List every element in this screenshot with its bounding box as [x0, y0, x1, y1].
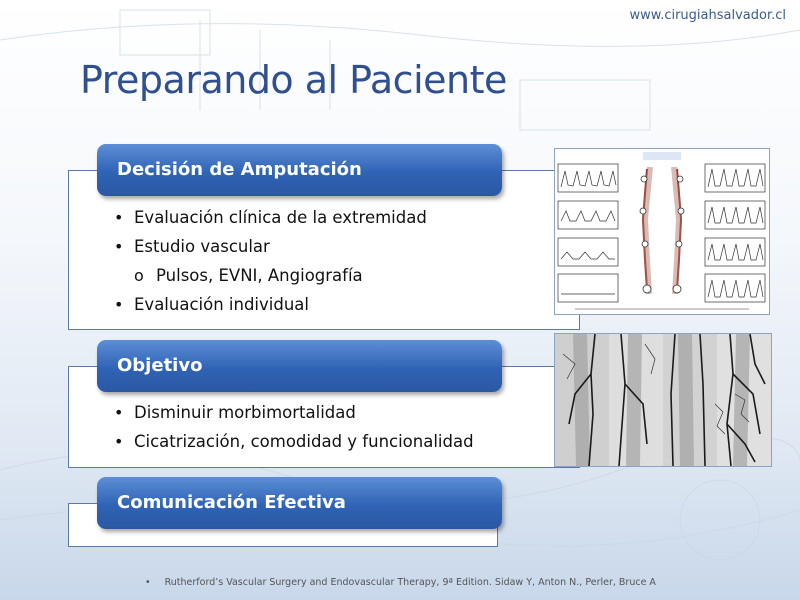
reference-footnote	[145, 577, 656, 588]
site-url: www.cirugiahsalvador.cl	[629, 8, 786, 23]
section-header-communication: Comunicación Efectiva	[97, 477, 502, 529]
objective-bullet-list	[112, 398, 474, 456]
footnote-text: Rutherford’s Vascular Surgery and Endovascular Therapy, 9ª Edition. Sidaw Y, Anton N., Perler, Bruce A	[164, 577, 656, 588]
slide-title: Preparando al Paciente	[80, 58, 507, 102]
list-item: • Cicatrización, comodidad y funcionalidad	[112, 427, 474, 456]
amputation-bullet-list	[112, 203, 427, 319]
list-item: • Evaluación clínica de la extremidad	[112, 203, 427, 232]
doppler-diagram-image	[555, 149, 769, 314]
list-item: • Evaluación individual	[112, 290, 427, 319]
list-item: • Estudio vascular	[112, 232, 427, 261]
section-header-amputation: Decisión de Amputación	[97, 144, 502, 196]
angiography-image	[555, 334, 771, 466]
section-header-objective: Objetivo	[97, 340, 502, 392]
footnote-bullet: •	[145, 577, 151, 588]
doppler-figure	[554, 148, 770, 315]
list-item: o Pulsos, EVNI, Angiografía	[112, 261, 427, 290]
angiography-figure	[554, 333, 772, 467]
list-item: • Disminuir morbimortalidad	[112, 398, 474, 427]
